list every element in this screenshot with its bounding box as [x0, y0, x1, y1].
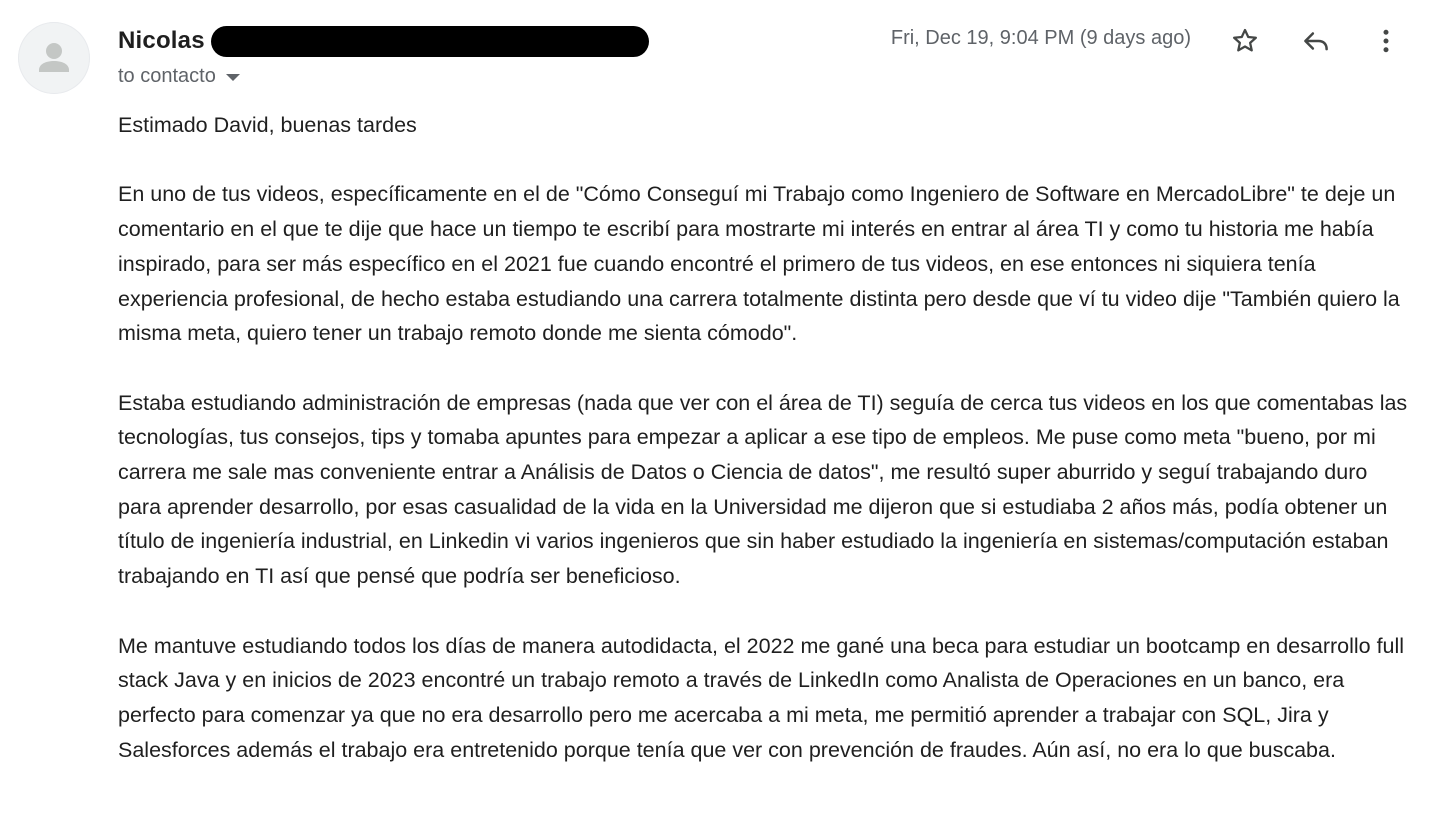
star-icon — [1230, 26, 1260, 56]
message-paragraph: En uno de tus videos, específicamente en el de "Cómo Conseguí mi Trabajo como Ingeniero de Software en MercadoLibre" te deje un comentario en el que te dije que hace un tiempo te escribí para mostrarte mi interés en entrar al área TI y como tu historia me había inspirado, para ser más específico en el 2021 fue cuando encontré el primero de tus videos, en ese entonces ni siquiera tenía experiencia profesional, de hecho estaba estudiando una carrera totalmente distinta pero desde que ví tu video dije "También quiero la misma meta, quiero tener un trabajo remoto donde me sienta cómodo". — [118, 182, 1400, 346]
message-greeting: Estimado David, buenas tardes — [118, 113, 417, 137]
sender-row — [118, 24, 649, 58]
more-vert-icon — [1371, 26, 1401, 56]
reply-icon — [1301, 26, 1331, 56]
message-paragraph: Me mantuve estudiando todos los días de manera autodidacta, el 2022 me gané una beca para estudiar un bootcamp en desarrollo full stack Java y en inicios de 2023 encontré un trabajo remoto a través de LinkedIn como Analista de Operaciones en un banco, era perfecto para comenzar ya que no era desarrollo pero me acercaba a mi meta, me permitió aprender a trabajar con SQL, Jira y Salesforces además el trabajo era entretenido porque tenía que ver con prevención de fraudes. Aún así, no era lo que buscaba. — [118, 633, 1405, 762]
sender-name[interactable]: Nicolas — [118, 27, 205, 54]
recipient-label: to contacto — [118, 64, 216, 87]
reply-button[interactable] — [1295, 20, 1337, 62]
message-timestamp: Fri, Dec 19, 9:04 PM (9 days ago) — [890, 27, 1191, 49]
avatar[interactable] — [18, 22, 90, 94]
person-icon — [18, 22, 90, 94]
message-paragraph: Estaba estudiando administración de empresas (nada que ver con el área de TI) seguía de cerca tus videos en los que comentabas las tecnologías, tus consejos, tips y tomaba apuntes para empezar a aplicar a ese tipo de empleos. Me puse como meta "bueno, por mi carrera me sale mas conveniente entrar a Análisis de Datos o Ciencia de datos", me resultó super aburrido y seguí trabajando duro para aprender desarrollo, por esas casualidad de la vida en la Universidad me dijeron que si estudiaba 2 años más, podía obtener un título de ingeniería industrial, en Linkedin vi varios ingenieros que sin haber estudiado la ingeniería en sistemas/computación estaban trabajando en TI así que pensé que podría ser beneficioso. — [118, 390, 1408, 589]
redacted-email-address — [211, 26, 649, 57]
star-button[interactable] — [1224, 20, 1266, 62]
chevron-down-icon — [226, 74, 240, 81]
more-options-button[interactable] — [1365, 20, 1407, 62]
recipient-details-toggle[interactable] — [118, 63, 240, 89]
message-body — [118, 108, 1413, 802]
